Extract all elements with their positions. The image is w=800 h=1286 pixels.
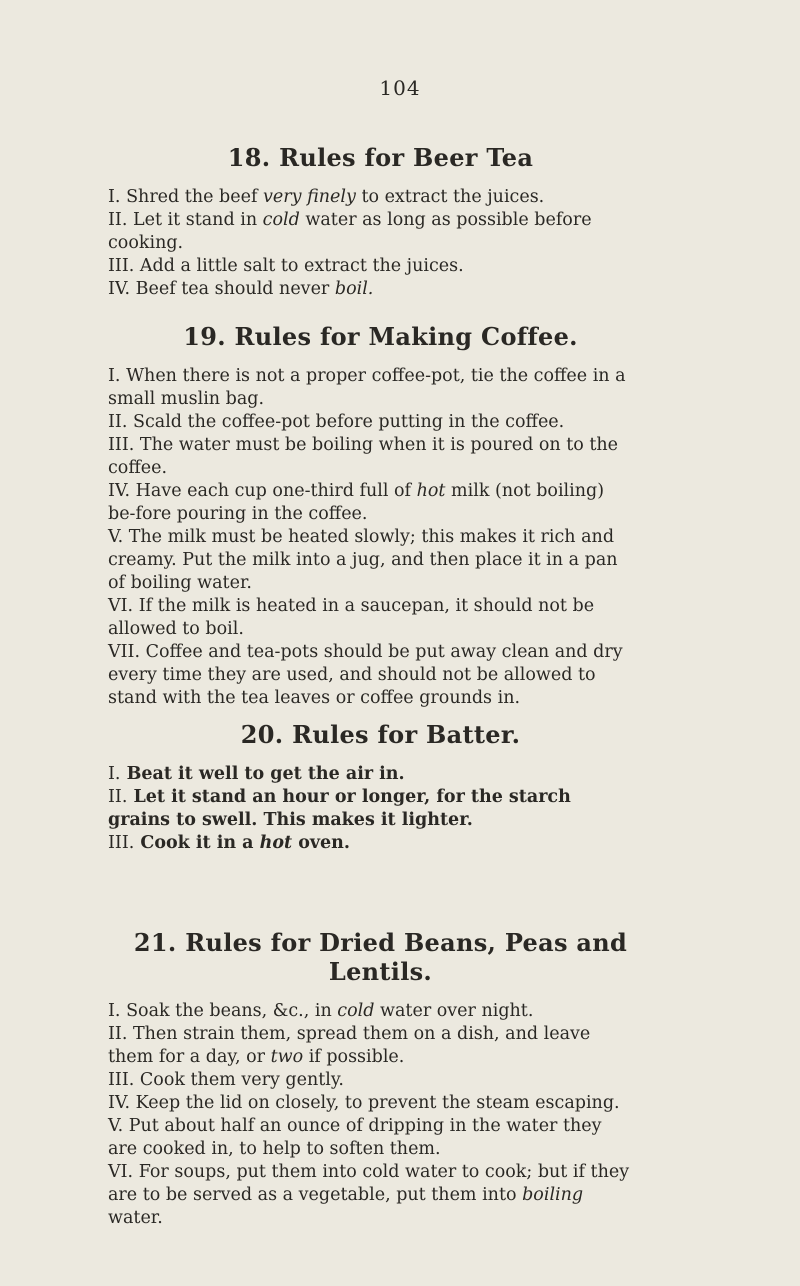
rule-item: III. Cook them very gently. — [108, 1070, 344, 1090]
rule-item: I. Shred the beef very finely to extract the juices. — [108, 187, 545, 207]
rule-item: IV. Keep the lid on closely, to prevent the steam escaping. — [108, 1093, 620, 1113]
rule-item: II. Let it stand an hour or longer, for the starch grains to swell. This makes it lighter. — [108, 787, 571, 830]
rule-item: I. Beat it well to get the air in. — [108, 764, 405, 784]
rule-item: VI. For soups, put them into cold water to cook; but if they are to be served as a vegetable, put them into boiling water. — [108, 1162, 630, 1228]
rule-item: I. Soak the beans, &c., in cold water over night. — [108, 1001, 534, 1021]
section-beef-tea — [108, 143, 763, 301]
rule-item: VII. Coffee and tea-pots should be put away clean and dry every time they are used, and should not be allowed to stand with the tea leaves or coffee grounds in. — [108, 642, 623, 708]
rule-list — [108, 1000, 633, 1230]
page-number: 104 — [379, 76, 421, 100]
rule-item: II. Scald the coffee-pot before putting in the coffee. — [108, 412, 565, 432]
rule-item: I. When there is not a proper coffee-pot, tie the coffee in a small muslin bag. — [108, 366, 626, 409]
section-title: 19. Rules for Making Coffee. — [183, 322, 578, 351]
section-dried-beans — [108, 928, 763, 1230]
rule-list — [108, 763, 633, 855]
rule-item: II. Then strain them, spread them on a dish, and leave them for a day, or two if possible. — [108, 1024, 591, 1067]
rule-item: III. Cook it in a hot oven. — [108, 833, 350, 853]
rule-item: IV. Have each cup one-third full of hot milk (not boiling) be-fore pouring in the coffee. — [108, 481, 605, 524]
rule-item: III. Add a little salt to extract the juices. — [108, 256, 464, 276]
rule-item: II. Let it stand in cold water as long as possible before cooking. — [108, 210, 592, 253]
rule-item: VI. If the milk is heated in a saucepan, it should not be allowed to boil. — [108, 596, 595, 639]
section-making-coffee — [108, 322, 763, 710]
rule-item: V. The milk must be heated slowly; this makes it rich and creamy. Put the milk into a jug, and then place it in a pan of boiling water. — [108, 527, 618, 593]
rule-item: III. The water must be boiling when it is poured on to the coffee. — [108, 435, 619, 478]
rule-item: IV. Beef tea should never boil. — [108, 279, 374, 299]
rule-item: V. Put about half an ounce of dripping in the water they are cooked in, to help to soften them. — [108, 1116, 602, 1159]
rule-list — [108, 365, 633, 710]
rule-list — [108, 186, 633, 301]
section-batter — [108, 720, 763, 855]
section-title: 20. Rules for Batter. — [240, 720, 521, 749]
section-title: 21. Rules for Dried Beans, Peas and Lentils. — [133, 928, 628, 986]
section-title: 18. Rules for Beer Tea — [227, 143, 534, 172]
